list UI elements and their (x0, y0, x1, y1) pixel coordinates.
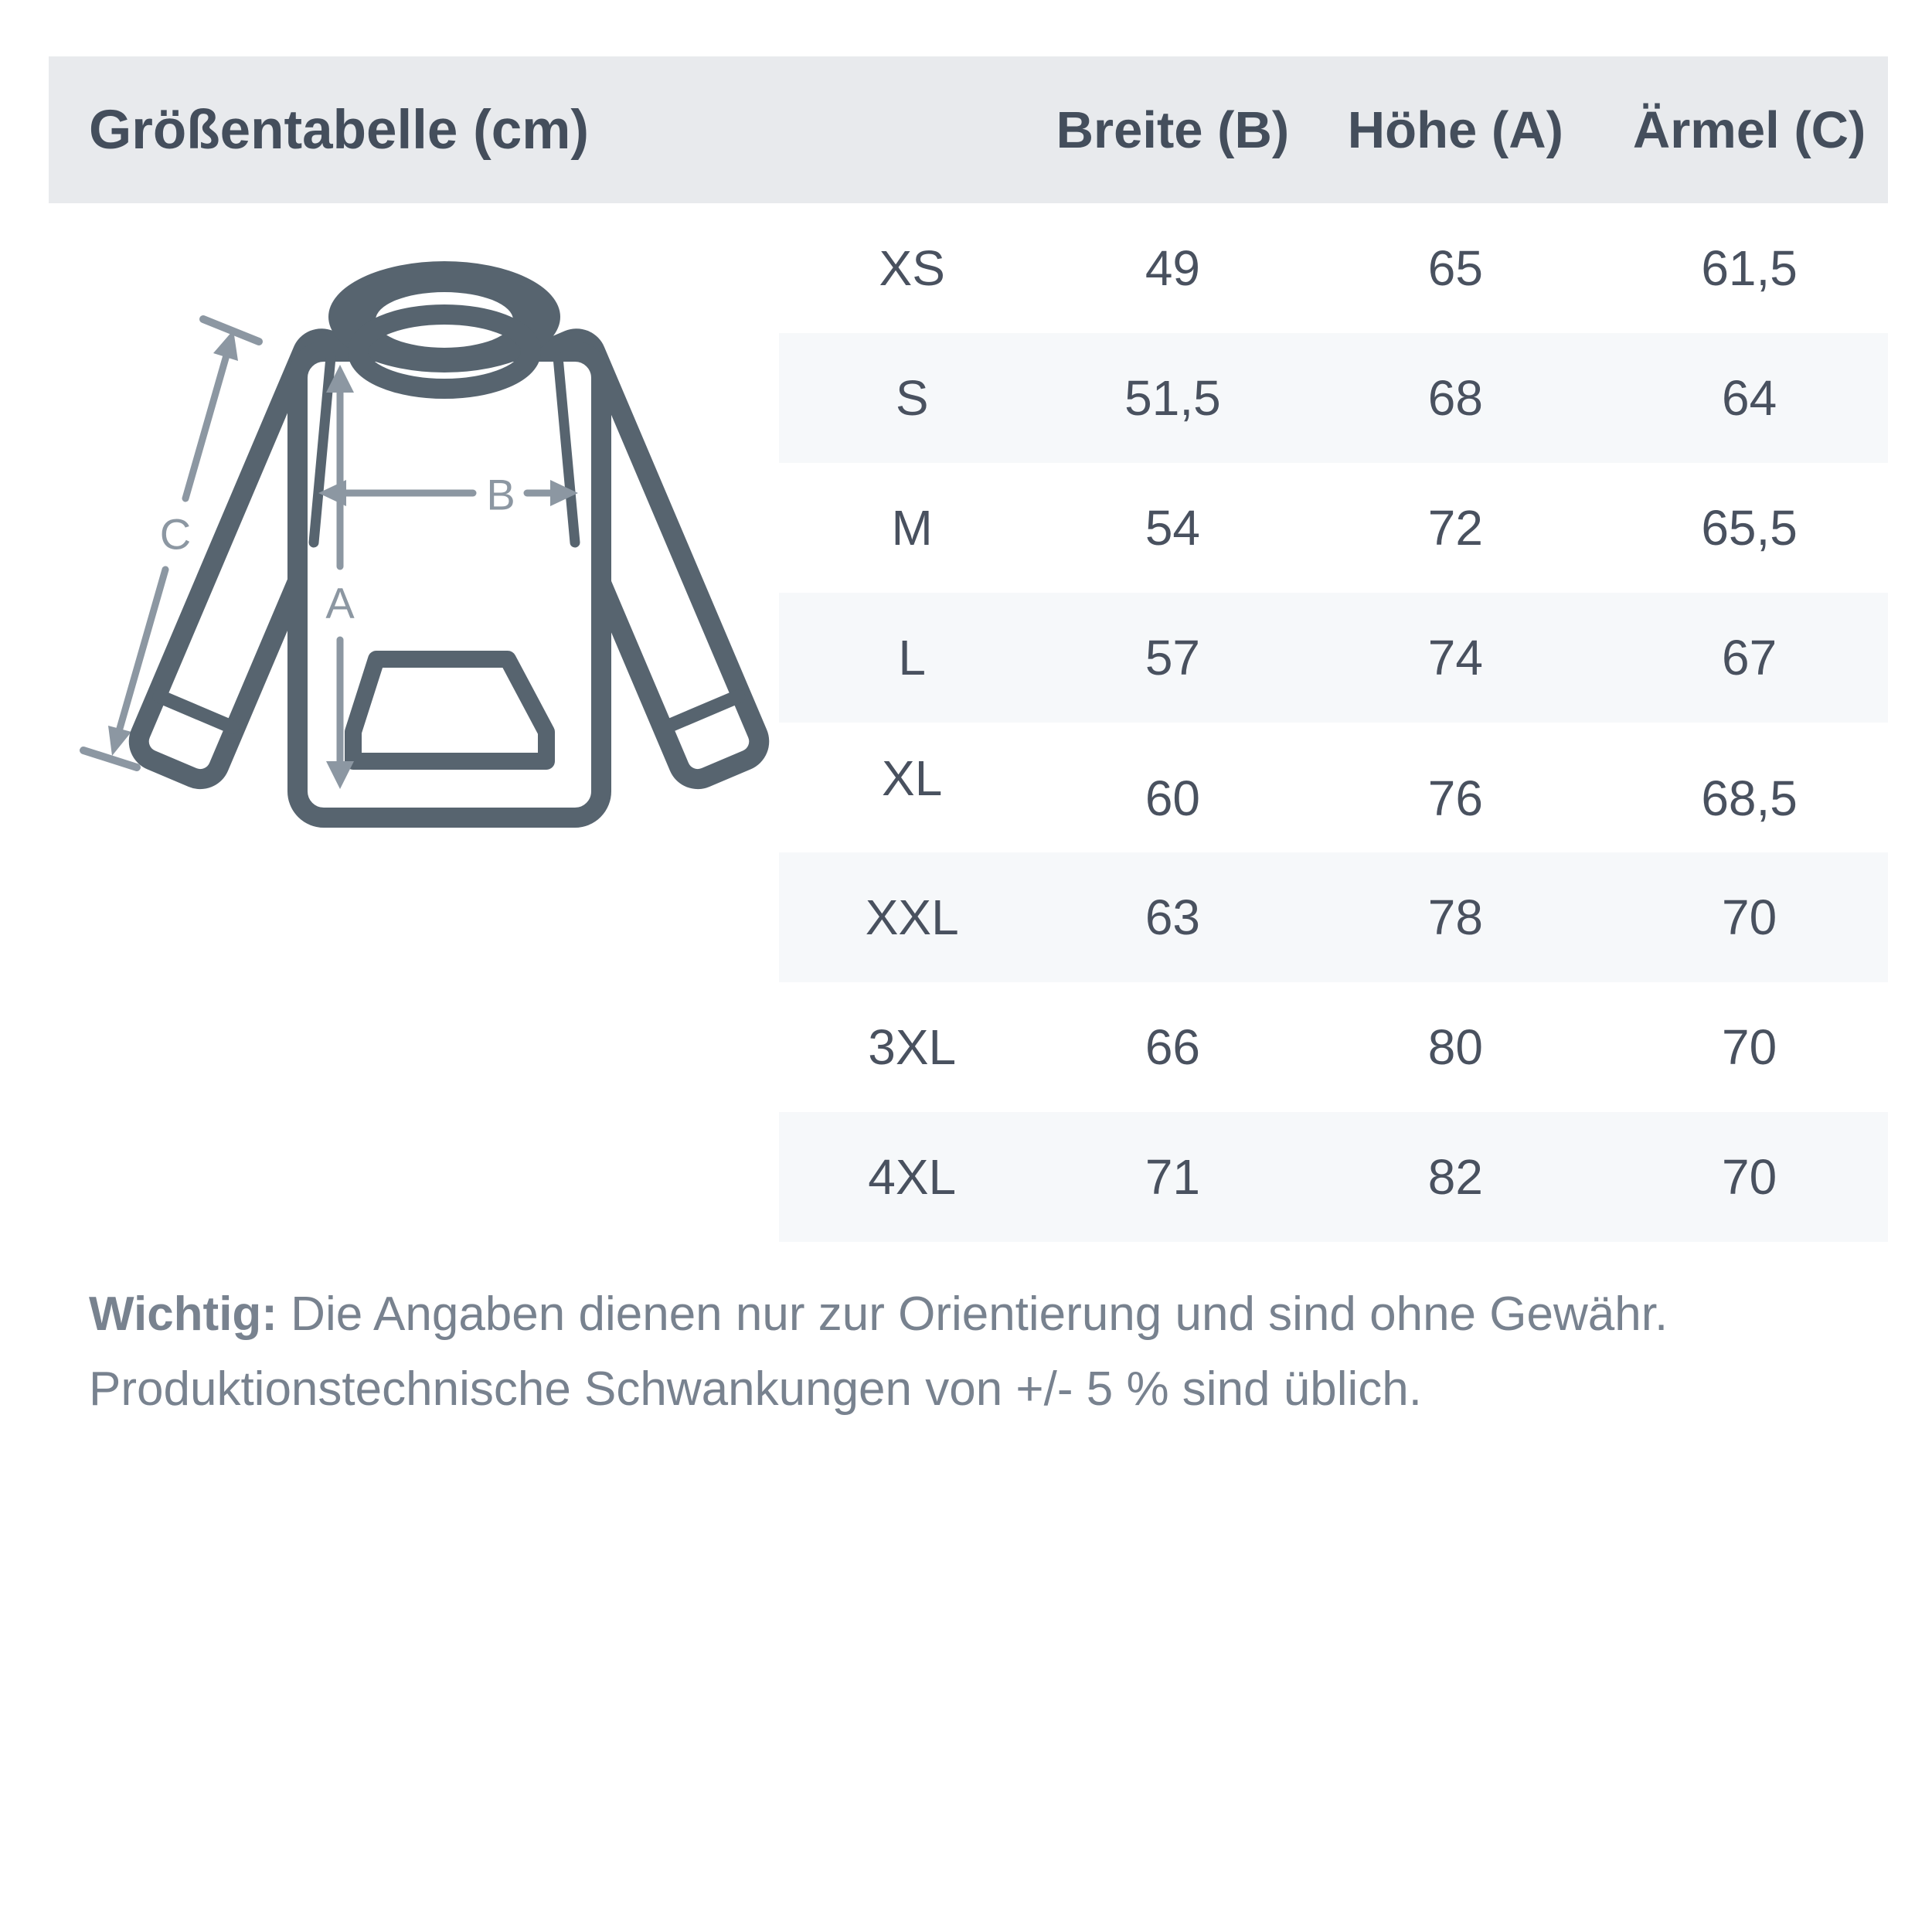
table-row-s (779, 333, 1888, 463)
hood-outline (328, 261, 560, 389)
breite-value: 57 (1145, 630, 1200, 685)
aermel-value: 70 (1722, 1149, 1777, 1205)
sleeve-length-label: C (159, 509, 192, 559)
breite-value: 63 (1145, 889, 1200, 945)
size-label: XL (882, 750, 943, 806)
aermel-value: 70 (1722, 889, 1777, 945)
height-label: A (325, 578, 355, 628)
table-row-l (779, 593, 1888, 723)
breite-value: 66 (1145, 1019, 1200, 1075)
hoehe-value: 80 (1427, 1019, 1483, 1075)
size-label: L (898, 630, 926, 685)
disclaimer-line2: Produktionstechnische Schwankungen von +/- 5 % sind üblich. (89, 1362, 1422, 1416)
aermel-value: 64 (1722, 370, 1777, 426)
size-table (779, 203, 1888, 1242)
column-headers (779, 56, 1888, 203)
column-header-hoehe: Höhe (A) (1347, 100, 1563, 159)
aermel-value: 68,5 (1701, 770, 1798, 826)
width-label: B (486, 470, 515, 519)
breite-value: 71 (1145, 1149, 1200, 1205)
hoehe-value: 68 (1427, 370, 1483, 426)
aermel-value: 67 (1722, 630, 1777, 685)
hoehe-value: 78 (1427, 889, 1483, 945)
table-row-3xl (779, 982, 1888, 1112)
table-row-xs (779, 203, 1888, 333)
aermel-value: 65,5 (1701, 500, 1798, 556)
breite-value: 54 (1145, 500, 1200, 556)
size-chart-header (49, 56, 1888, 203)
size-label: S (895, 370, 929, 426)
breite-value: 49 (1145, 240, 1200, 296)
hoehe-value: 72 (1427, 500, 1483, 556)
size-label: XXL (865, 889, 959, 945)
size-label: 3XL (868, 1019, 957, 1075)
disclaimer-prefix: Wichtig: (89, 1287, 277, 1341)
disclaimer-note (89, 1277, 1882, 1427)
size-chart-title: Größentabelle (cm) (89, 99, 590, 161)
breite-value: 51,5 (1124, 370, 1221, 426)
hoodie-measurement-diagram (46, 193, 819, 889)
table-row-4xl (779, 1112, 1888, 1242)
pocket-outline (353, 659, 546, 761)
hoehe-value: 65 (1427, 240, 1483, 296)
table-row-xl (779, 723, 1888, 852)
column-header-aermel: Ärmel (C) (1632, 100, 1866, 159)
column-header-breite: Breite (B) (1056, 100, 1290, 159)
aermel-value: 61,5 (1701, 240, 1798, 296)
hoehe-value: 82 (1427, 1149, 1483, 1205)
breite-value: 60 (1145, 770, 1200, 826)
disclaimer-line1: Die Angaben dienen nur zur Orientierung und sind ohne Gewähr. (277, 1287, 1668, 1341)
table-row-xxl (779, 852, 1888, 982)
size-label: 4XL (868, 1149, 957, 1205)
aermel-value: 70 (1722, 1019, 1777, 1075)
size-label: M (891, 500, 933, 556)
hoehe-value: 74 (1427, 630, 1483, 685)
table-row-m (779, 463, 1888, 593)
hoehe-value: 76 (1427, 770, 1483, 826)
size-label: XS (879, 240, 945, 296)
